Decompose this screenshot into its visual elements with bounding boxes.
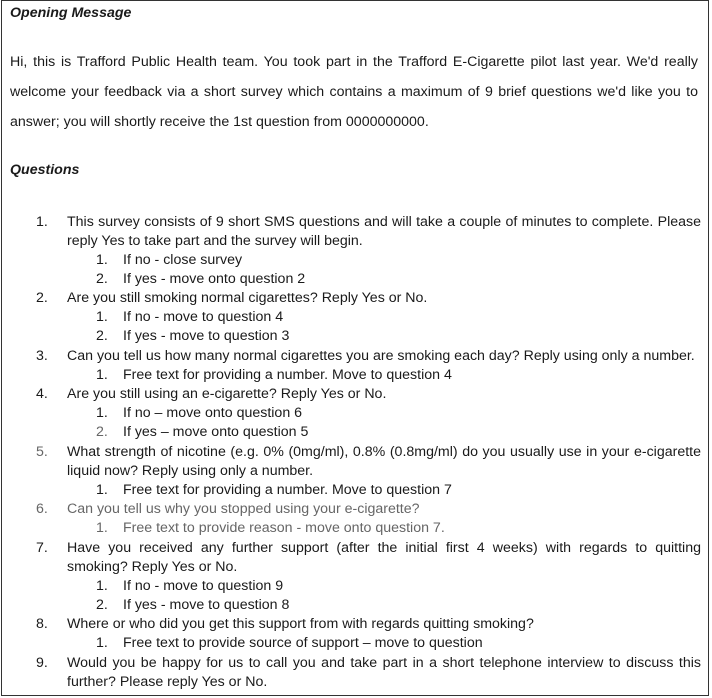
question-text: Are you still using an e-cigarette? Reply Yes or No. [67, 386, 387, 402]
question-number: 8. [36, 616, 48, 632]
question-text: Have you received any further support (after the initial first 4 weeks) with regards to quitting smoking? Reply Yes or No. [67, 540, 701, 575]
questions-heading: Questions [10, 162, 80, 178]
option-number: 1. [96, 405, 108, 421]
opening-message-body: Hi, this is Trafford Public Health team. You took part in the Trafford E-Cigarette pilot last year. We'd really welcome your feedback via a short survey which contains a maximum of 9 brief questions we'd like you to answer; you will shortly receive the 1st question from 0000000000. [10, 54, 698, 130]
question-number: 3. [36, 348, 48, 364]
question-text: Can you tell us how many normal cigarettes you are smoking each day? Reply using only a number. [67, 348, 695, 364]
option-text: Free text to provide source of support – move to question [123, 635, 483, 651]
question-number: 1. [36, 214, 48, 230]
question-text: Where or who did you get this support from with regards quitting smoking? [67, 616, 534, 632]
question-text: Are you still smoking normal cigarettes? Reply Yes or No. [67, 290, 428, 306]
option-text: Free text for providing a number. Move to question 7 [123, 482, 452, 498]
option-text: If no - close survey [123, 252, 243, 268]
question-number: 7. [36, 540, 48, 556]
option-number: 1. [96, 252, 108, 268]
option-number: 1. [96, 367, 108, 383]
option-text: If no - move to question 4 [123, 309, 284, 325]
question-text: This survey consists of 9 short SMS questions and will take a couple of minutes to complete. Please reply Yes to take part and the survey will begin. [67, 214, 701, 249]
opening-message-heading: Opening Message [10, 5, 132, 21]
question-number: 2. [36, 290, 48, 306]
option-text: If no – move onto question 6 [123, 405, 303, 421]
option-number: 1. [96, 578, 108, 594]
question-number: 9. [36, 655, 48, 671]
survey-document [1, 0, 709, 696]
option-number: 2. [96, 271, 108, 287]
option-text: If yes - move onto question 2 [123, 271, 306, 287]
option-text: Free text for providing a number. Move to question 4 [123, 367, 452, 383]
option-text: If yes - move to question 8 [123, 597, 290, 613]
question-number: 5. [36, 444, 48, 460]
option-text: If no - move to question 9 [123, 578, 284, 594]
option-number: 2. [96, 597, 108, 613]
option-number: 1. [96, 635, 108, 651]
option-text: If yes - move to question 3 [123, 328, 290, 344]
option-number: 2. [96, 328, 108, 344]
option-number: 1. [96, 520, 108, 536]
option-number: 2. [96, 424, 108, 440]
question-text: Would you be happy for us to call you and take part in a short telephone interview to discuss this further? Please reply Yes or No. [67, 655, 701, 690]
option-number: 1. [96, 309, 108, 325]
option-text: If yes – move onto question 5 [123, 424, 309, 440]
question-number: 6. [36, 501, 48, 517]
option-text: Free text to provide reason - move onto question 7. [123, 520, 445, 536]
option-number: 1. [96, 482, 108, 498]
question-number: 4. [36, 386, 48, 402]
question-text: What strength of nicotine (e.g. 0% (0mg/ml), 0.8% (0.8mg/ml) do you usually use in your e-cigarette liquid now? Reply using only a number. [67, 444, 701, 479]
question-text: Can you tell us why you stopped using your e-cigarette? [67, 501, 420, 517]
